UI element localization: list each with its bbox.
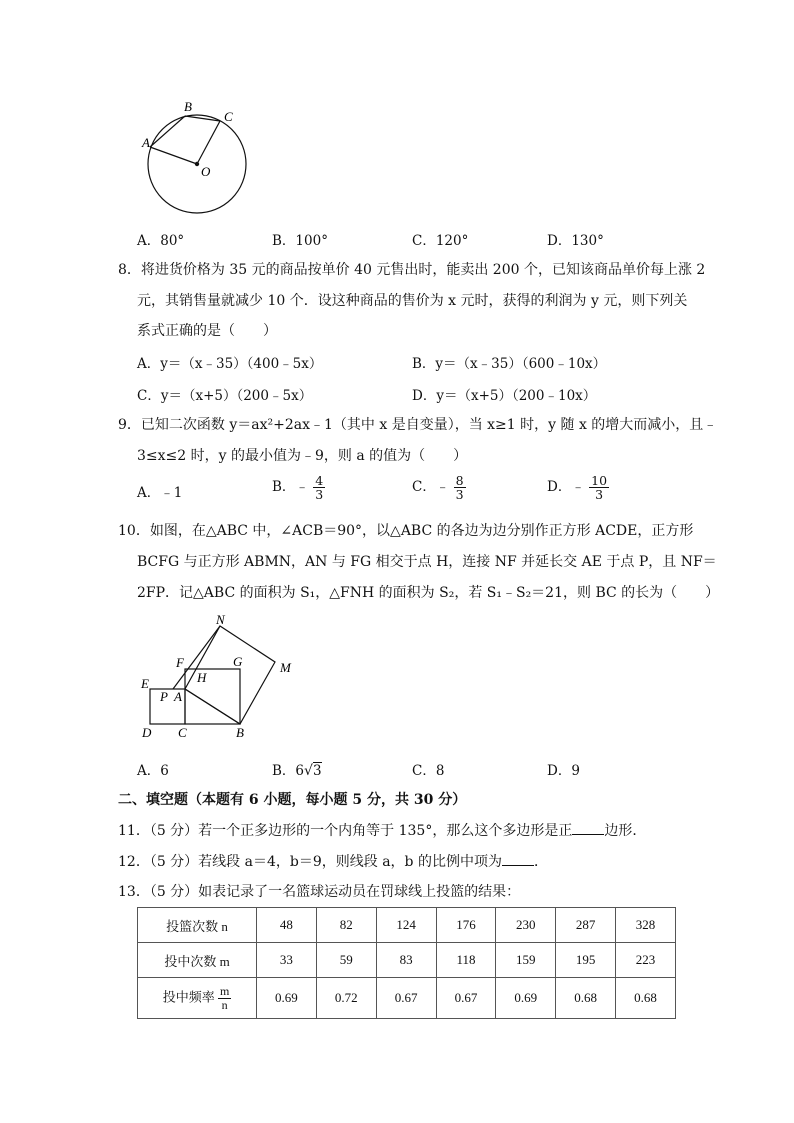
q9-line-2: 3≤x≤2 时，y 的最小值为﹣9，则 a 的值为（ ） [137,448,468,464]
q9-option-c-fraction [454,474,466,501]
q11-text-after: 边形． [604,823,647,839]
q9-option-a: A．﹣1 [137,485,183,501]
q9-option-b-numerator: 4 [315,473,324,488]
cell-freq-1: 0.72 [316,978,376,1019]
label-b: B [236,725,244,740]
label-a: A [142,135,150,150]
q9-option-d-fraction [589,474,609,501]
cell-freq-6: 0.68 [616,978,676,1019]
q10-line-1: 10．如图，在△ABC 中，∠ACB＝90°，以△ABC 的各边为边分别作正方形 ACDE，正方形 [118,523,694,539]
q10-option-a: A．6 [137,763,169,779]
q10-option-b [272,759,322,779]
q9-option-c-denominator: 3 [455,487,464,502]
q9-option-c-numerator: 8 [455,473,464,488]
row-label-made: 投中次数 m [138,943,257,978]
label-f: F [176,655,184,670]
q12-text-before: 12．（5 分）若线段 a＝4，b＝9，则线段 a，b 的比例中项为 [118,854,502,870]
cell-freq-3: 0.67 [436,978,496,1019]
q9-option-b [272,474,325,501]
q10-option-c: C．8 [412,763,445,779]
segment-co [197,121,220,164]
row-label-frequency [138,978,257,1019]
q9-option-b-prefix: B．﹣ [272,479,309,495]
q10-option-d: D．9 [547,763,580,779]
cell-n-2: 124 [376,908,436,943]
frequency-fraction [218,985,231,1012]
q10-line-2: BCFG 与正方形 ABMN，AN 与 FG 相交于点 H，连接 NF 并延长交 AE 于点 P，且 NF＝ [137,554,717,570]
label-o: O [201,164,211,179]
cell-m-1: 59 [316,943,376,978]
q9-option-d-prefix: D．﹣ [547,479,585,495]
q9-line-1: 9．已知二次函数 y＝ax²+2ax﹣1（其中 x 是自变量），当 x≥1 时，y 随 x 的增大而减小，且﹣ [118,417,718,433]
q8-line-2: 元，其销售量就减少 10 个．设这种商品的售价为 x 元时，获得的利润为 y 元，则下列关 [137,293,688,309]
label-a: A [174,689,182,704]
q11-line [118,820,646,841]
frequency-numerator: m [219,983,230,998]
line-ab [185,689,240,724]
q9-option-c [412,474,466,501]
table-row [138,908,676,943]
free-throw-table [137,907,676,1019]
q11-answer-blank[interactable] [572,820,604,835]
q12-line [118,851,548,872]
q8-option-b: B．y＝（x﹣35）（600﹣10x） [412,356,607,372]
square-bcfg [185,669,240,724]
label-d: D [142,725,152,740]
q8-line-3: 系式正确的是（ ） [137,323,277,339]
table-row [138,978,676,1019]
q13-line: 13．（5 分）如表记录了一名篮球运动员在罚球线上投篮的结果： [118,884,521,900]
cell-freq-5: 0.68 [556,978,616,1019]
q7-option-a: A．80° [137,233,185,249]
q9-option-b-fraction [313,474,325,501]
q7-option-c: C．120° [412,233,469,249]
cell-m-2: 83 [376,943,436,978]
cell-m-3: 118 [436,943,496,978]
cell-n-5: 287 [556,908,616,943]
cell-n-1: 82 [316,908,376,943]
chord-ab [150,116,185,147]
q8-line-1: 8．将进货价格为 35 元的商品按单价 40 元售出时，能卖出 200 个，已知该商品单价每上涨 2 [118,262,706,278]
q7-option-b: B．100° [272,233,328,249]
cell-freq-2: 0.67 [376,978,436,1019]
label-g: G [233,654,243,669]
label-n: N [216,612,225,627]
cell-m-4: 159 [496,943,556,978]
q11-text-before: 11．（5 分）若一个正多边形的一个内角等于 135°，那么这个多边形是正 [118,823,573,839]
label-m: M [280,660,291,675]
q12-answer-blank[interactable] [502,851,534,866]
q7-circle-figure [130,95,260,220]
q9-option-b-denominator: 3 [315,487,324,502]
q7-option-d: D．130° [547,233,604,249]
label-c: C [224,109,233,124]
frequency-denominator: n [221,997,228,1012]
q10-option-b-radicand: 3 [312,763,322,779]
label-p: P [160,689,168,704]
table-row [138,943,676,978]
label-e: E [141,676,149,691]
q9-option-d-denominator: 3 [595,487,604,502]
q9-option-c-prefix: C．﹣ [412,479,450,495]
q8-option-d: D．y＝（x+5）（200﹣10x） [412,388,597,404]
label-c: C [178,725,187,740]
q12-text-after: ． [533,854,548,870]
cell-freq-0: 0.69 [257,978,317,1019]
frequency-label-text: 投中频率 [162,988,215,1004]
cell-n-0: 48 [257,908,317,943]
row-label-attempts: 投篮次数 n [138,908,257,943]
q9-option-d [547,474,609,501]
section-fill-in-title: 二、填空题（本题有 6 小题，每小题 5 分，共 30 分） [118,792,467,808]
center-point [195,162,199,166]
cell-n-6: 328 [616,908,676,943]
cell-m-5: 195 [556,943,616,978]
q9-option-d-numerator: 10 [591,473,608,488]
cell-n-4: 230 [496,908,556,943]
q10-option-b-prefix: B．6 [272,763,305,779]
label-h: H [197,670,207,685]
sqrt-symbol: √ [304,763,313,779]
q10-line-3: 2FP．记△ABC 的面积为 S₁，△FNH 的面积为 S₂，若 S₁﹣S₂＝21，则 BC 的长为（ ） [137,585,720,601]
cell-n-3: 176 [436,908,496,943]
q8-option-a: A．y＝（x﹣35）（400﹣5x） [137,356,323,372]
segment-ao [150,147,197,164]
cell-m-6: 223 [616,943,676,978]
q8-option-c: C．y＝（x+5）（200﹣5x） [137,388,313,404]
cell-m-0: 33 [257,943,317,978]
q10-squares-figure [130,612,310,742]
label-b: B [184,99,192,114]
cell-freq-4: 0.69 [496,978,556,1019]
